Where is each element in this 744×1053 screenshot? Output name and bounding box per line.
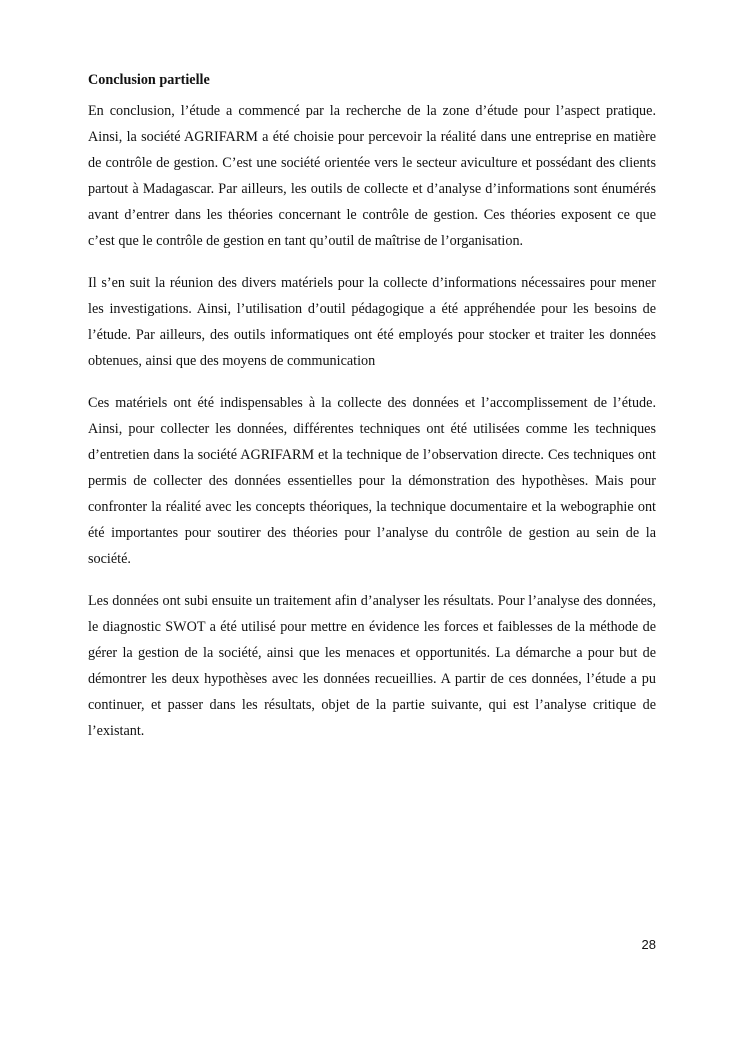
page-number: 28	[641, 937, 656, 952]
paragraph-3: Ces matériels ont été indispensables à la collecte des données et l’accomplissement de l’étude. Ainsi, pour collecter les données, différentes techniques ont été utilisées comme les techniques d’entretien dans la société AGRIFARM et la technique de l’observation directe. Ces techniques ont permis de collecter des données essentielles pour la démonstration des hypothèses. Mais pour confronter la réalité avec les concepts théoriques, la technique documentaire et la webographie ont été importantes pour soutirer des théories pour l’analyse du contrôle de gestion au sein de la société.	[88, 395, 656, 567]
section-heading: Conclusion partielle	[88, 72, 210, 88]
page-content	[88, 67, 656, 760]
paragraph-4: Les données ont subi ensuite un traitement afin d’analyser les résultats. Pour l’analyse des données, le diagnostic SWOT a été utilisé pour mettre en évidence les forces et faiblesses de la méthode de gérer la gestion de la société, ainsi que les menaces et opportunités. La démarche a pour but de démontrer les deux hypothèses avec les données recueillies. A partir de ces données, l’étude a pu continuer, et passer dans les résultats, objet de la partie suivante, qui est l’analyse critique de l’existant.	[88, 593, 656, 739]
paragraph-2: Il s’en suit la réunion des divers matériels pour la collecte d’informations nécessaires pour mener les investigations. Ainsi, l’utilisation d’outil pédagogique a été appréhendée pour les besoins de l’étude. Par ailleurs, des outils informatiques ont été employés pour stocker et traiter les données obtenues, ainsi que des moyens de communication	[88, 275, 656, 369]
paragraph-1: En conclusion, l’étude a commencé par la recherche de la zone d’étude pour l’aspect pratique. Ainsi, la société AGRIFARM a été choisie pour percevoir la réalité dans une entreprise en matière de contrôle de gestion. C’est une société orientée vers le secteur aviculture et possédant des clients partout à Madagascar. Par ailleurs, les outils de collecte et d’analyse d’informations sont énumérés avant d’entrer dans les théories concernant le contrôle de gestion. Ces théories exposent ce que c’est que le contrôle de gestion en tant qu’outil de maîtrise de l’organisation.	[88, 103, 656, 249]
